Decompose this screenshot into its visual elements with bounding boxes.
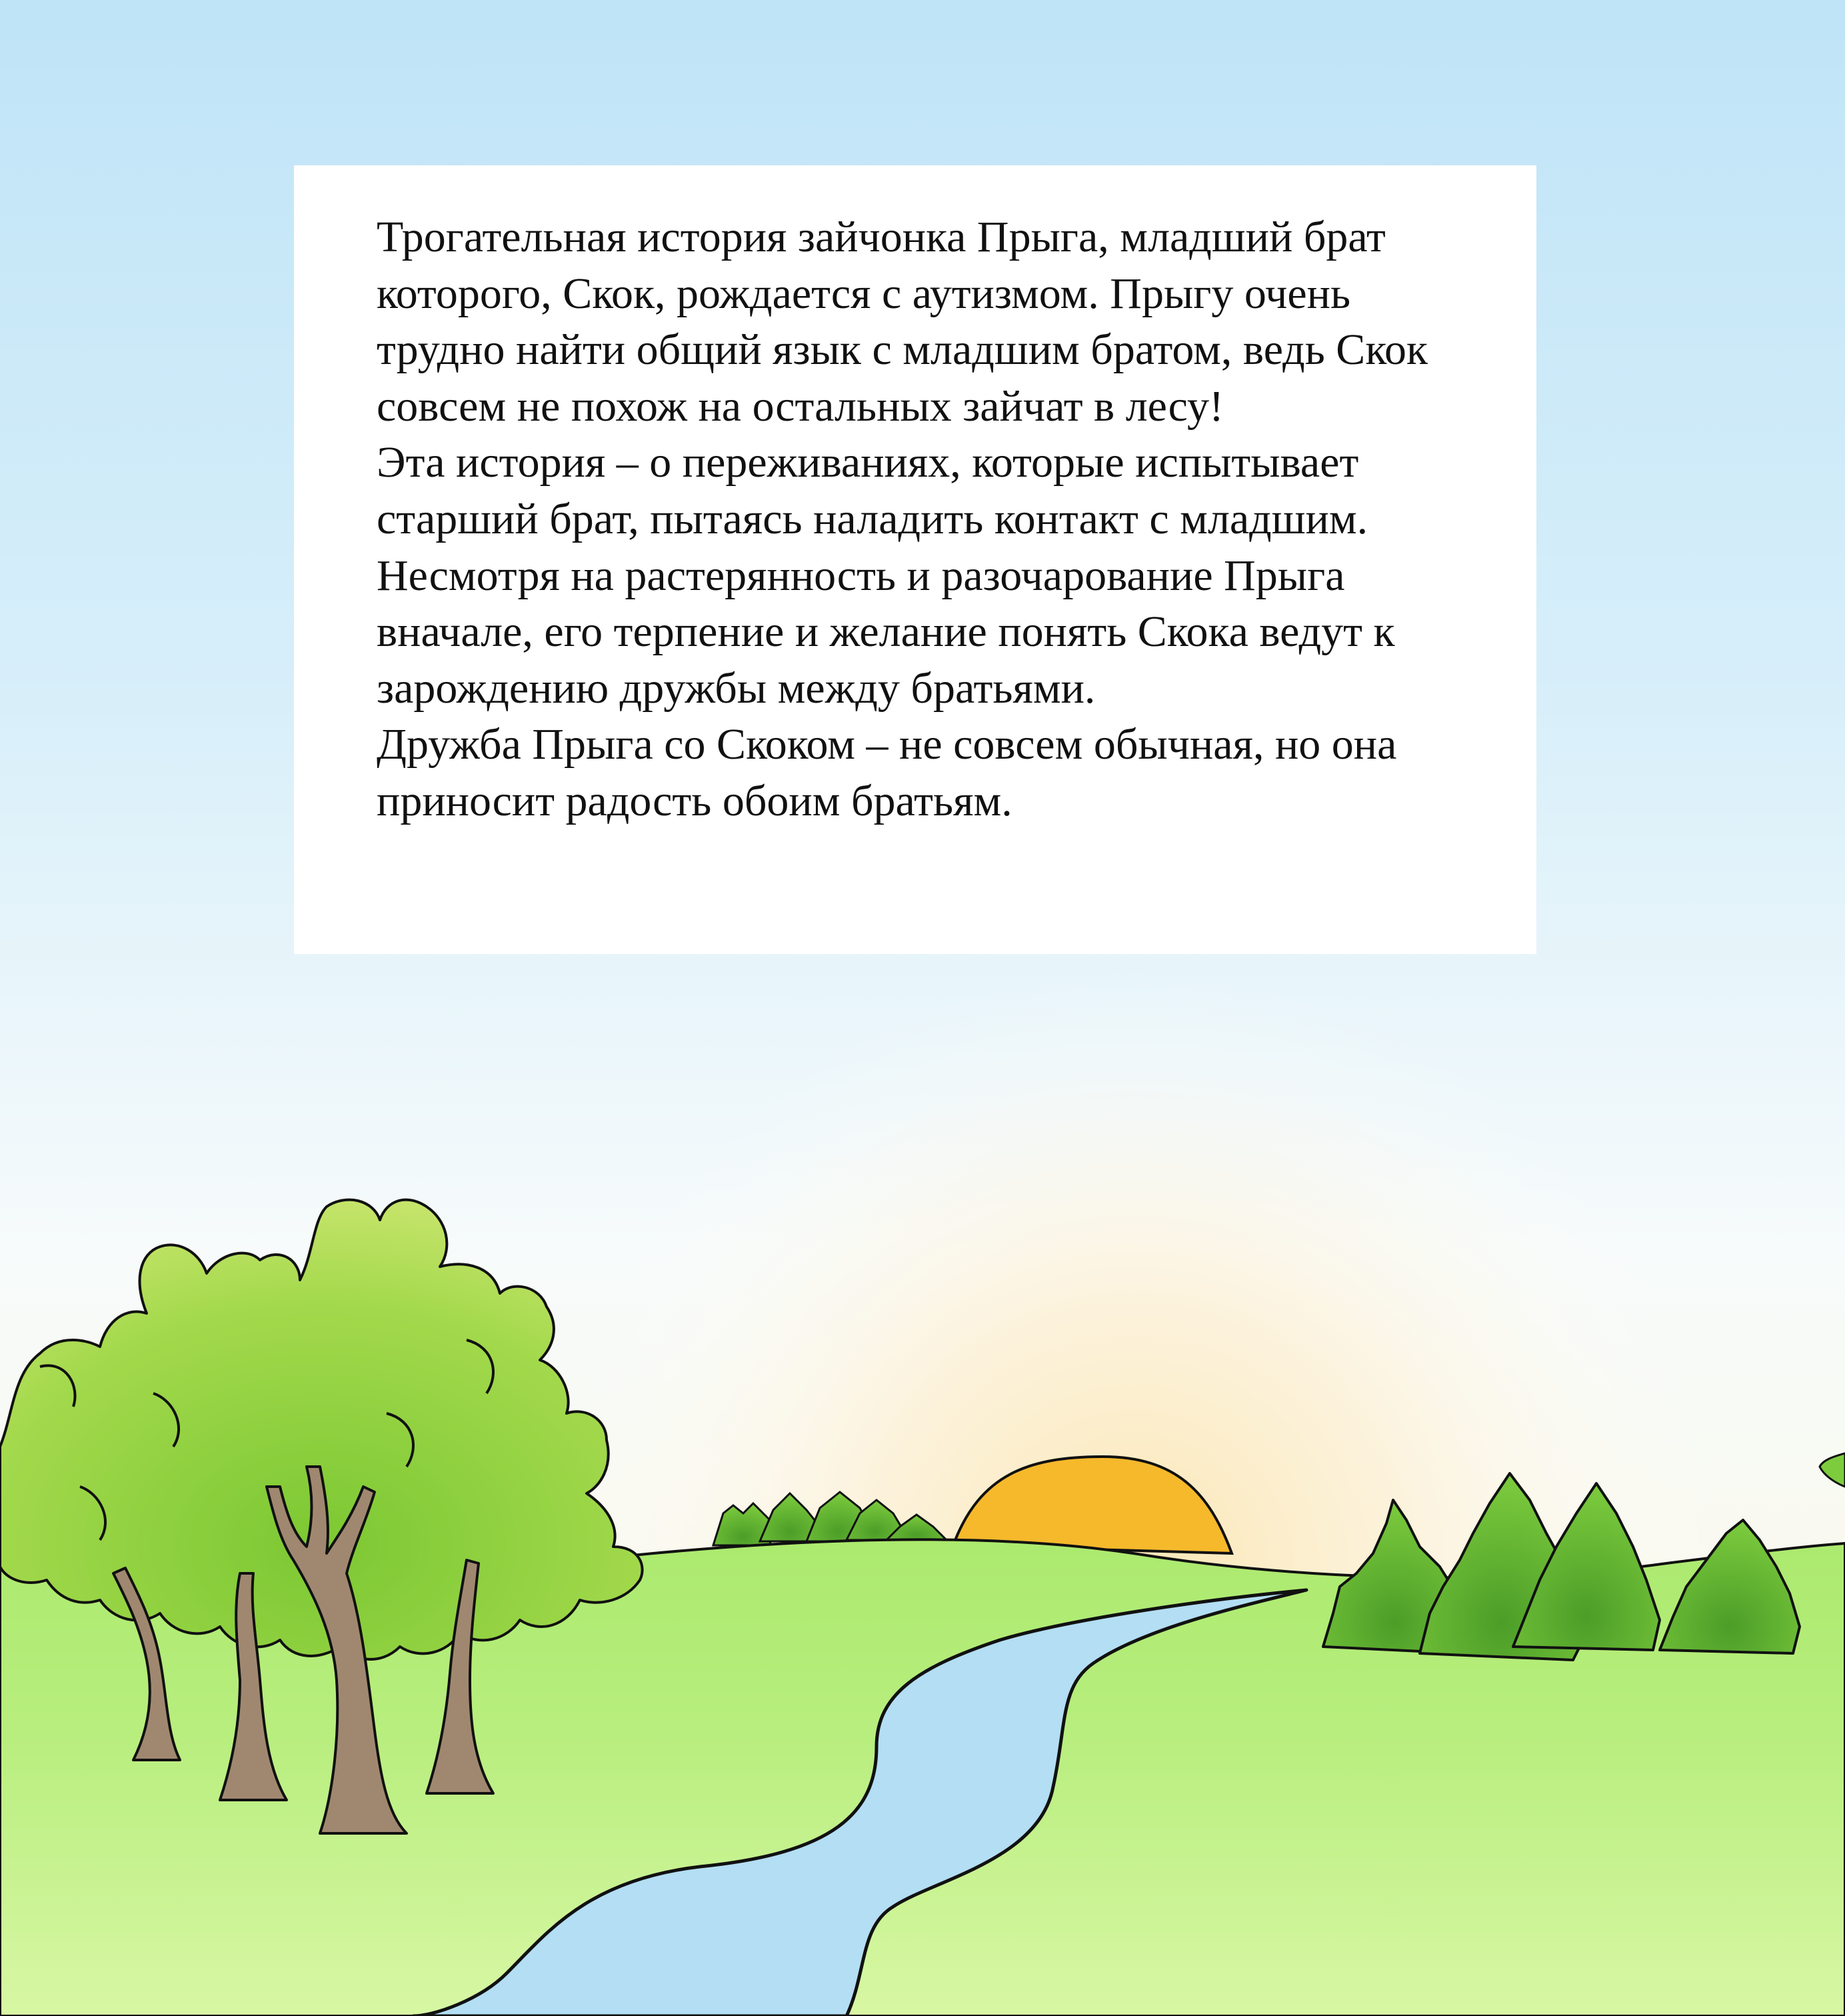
description-paragraph-2: Эта история – о переживаниях, которые испытывает старший брат, пытаясь наладить контакт с младшим. Несмотря на растерянность и разочарование Прыга вначале, его терпение и желание понять Скока ведут к зарождению дружбы между братьями. [377, 438, 1395, 713]
description-paragraph-3: Дружба Прыга со Скоком – не совсем обычная, но она приносит радость обоим братьям. [377, 720, 1397, 825]
description-panel [294, 165, 1536, 954]
description-paragraph-1: Трогательная история зайчонка Прыга, младший брат которого, Скок, рождается с аутизмом. Прыгу очень трудно найти общий язык с младшим братом, ведь Скок совсем не похож на остальных зайчат в лесу! [377, 213, 1428, 431]
book-description [377, 209, 1456, 830]
